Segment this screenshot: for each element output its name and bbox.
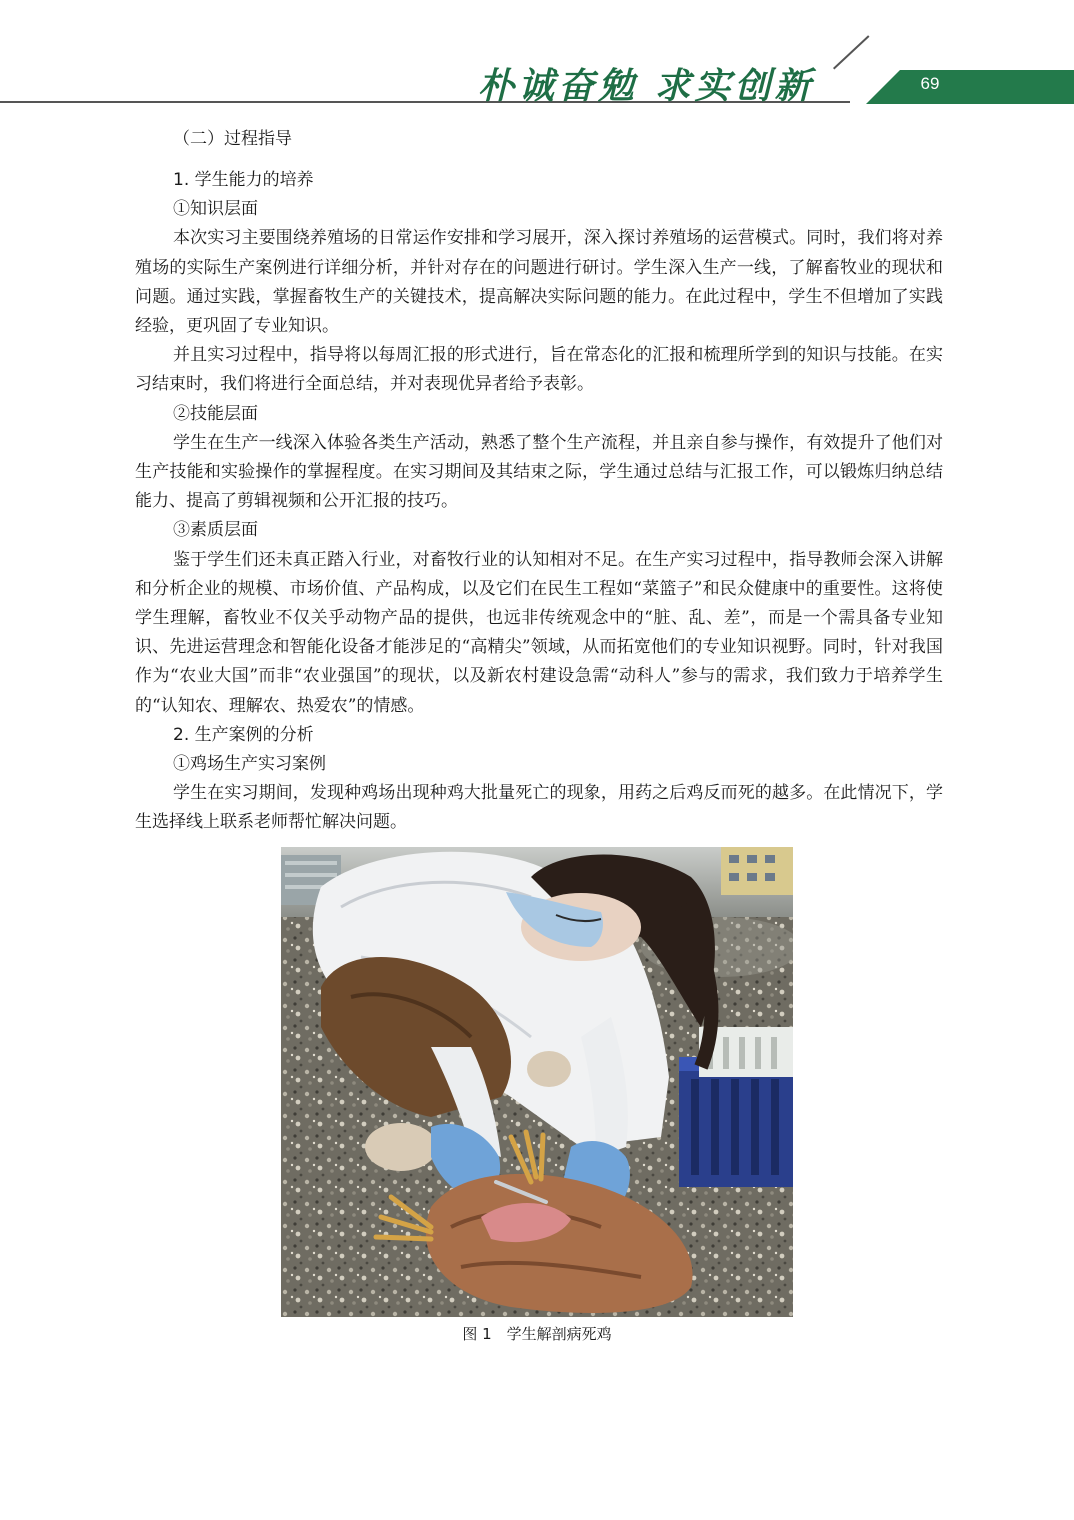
knowledge-paragraph-1: 本次实习主要围绕养殖场的日常运作安排和学习展开，深入探讨养殖场的运营模式。同时，我们将对养殖场的实际生产案例进行详细分析，并针对存在的问题进行研讨。学生深入生产一线，了解畜牧业的现状和问题。通过实践，掌握畜牧生产的关键技术，提高解决实际问题的能力。在此过程中，学生不但增加了实践经验，更巩固了专业知识。: [135, 228, 943, 337]
section-heading: （二）过程指导: [173, 129, 292, 149]
skill-paragraph: 学生在生产一线深入体验各类生产活动，熟悉了整个生产流程，并且亲自参与操作，有效提升了他们对生产技能和实验操作的掌握程度。在实习期间及其结束之际，学生通过总结与汇报工作，可以锻炼归纳总结能力、提高了剪辑视频和公开汇报的技巧。: [135, 432, 943, 512]
chicken-case-paragraph: 学生在实习期间，发现种鸡场出现种鸡大批量死亡的现象，用药之后鸡反而死的越多。在此情况下，学生选择线上联系老师帮忙解决问题。: [135, 783, 943, 833]
subsection-title-ability: 1. 学生能力的培养: [173, 170, 314, 190]
knowledge-paragraph-2: 并且实习过程中，指导将以每周汇报的形式进行，旨在常态化的汇报和梳理所学到的知识与技能。在实习结束时，我们将进行全面总结，并对表现优异者给予表彰。: [135, 345, 943, 395]
chicken-case-label: ①鸡场生产实习案例: [173, 754, 326, 775]
knowledge-label: ①知识层面: [173, 199, 258, 220]
page-number: 69: [920, 74, 940, 93]
figure-photo-dissection: [281, 847, 793, 1317]
header-slash: [833, 35, 869, 69]
header-slogan: 朴诚奋勉 求实创新: [478, 65, 815, 107]
figure-caption: 图 1 学生解剖病死鸡: [462, 1325, 612, 1343]
quality-paragraph: 鉴于学生们还未真正踏入行业，对畜牧行业的认知相对不足。在生产实习过程中，指导教师会深入讲解和分析企业的规模、市场价值、产品构成，以及它们在民生工程如“菜篮子”和民众健康中的重要性。这将使学生理解，畜牧业不仅关乎动物产品的提供，也远非传统观念中的“脏、乱、差”，而是一个需具备专业知识、先进运营理念和智能化设备才能涉足的“高精尖”领域，从而拓宽他们的专业知识视野。同时，针对我国作为“农业大国”而非“农业强国”的现状，以及新农村建设急需“动科人”参与的需求，我们致力于培养学生的“认知农、理解农、热爱农”的情感。: [135, 549, 943, 716]
skill-label: ②技能层面: [173, 403, 258, 424]
subsection-title-case: 2. 生产案例的分析: [173, 724, 314, 745]
page-content: [135, 124, 943, 838]
page-number-tab: [866, 70, 1074, 104]
quality-label: ③素质层面: [173, 520, 258, 541]
